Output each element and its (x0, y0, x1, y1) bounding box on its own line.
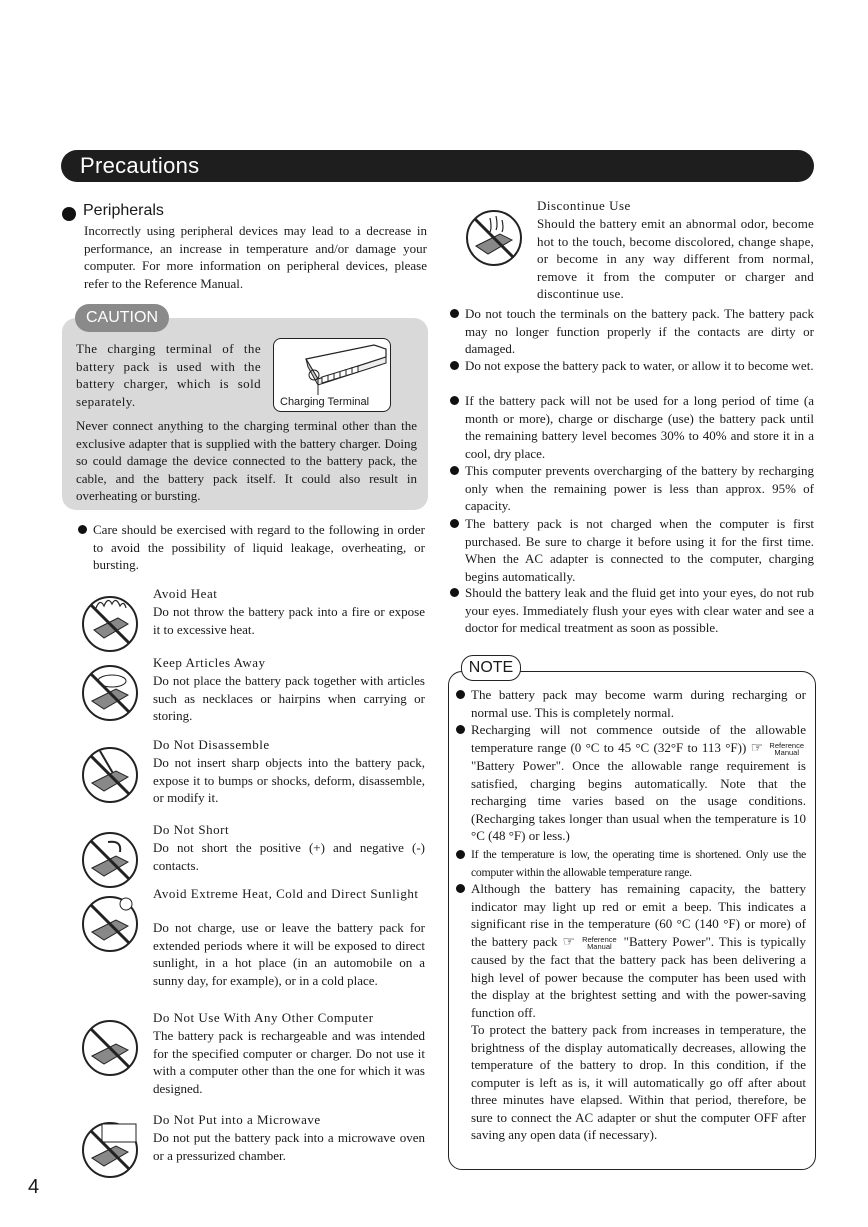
ref-bottom: Manual (587, 941, 612, 951)
bullet-icon (450, 519, 459, 528)
note-bullet-list (456, 686, 806, 1164)
symbol-text: The battery pack is rechargeable and was intended for the specified computer or charger. Do not use it with a computer other than the one for which it was designed. (153, 1028, 425, 1096)
symbol-text: Do not throw the battery pack into a fire or expose it to excessive heat. (153, 604, 425, 637)
caution-text-1: The charging terminal of the battery pack is used with the battery charger, which is sold separately. (76, 341, 261, 409)
symbol-item (80, 655, 425, 727)
no-leak-icon (464, 208, 524, 268)
ref-bottom: Manual (774, 747, 800, 757)
symbol-item (80, 737, 425, 809)
symbol-item (80, 586, 425, 646)
caution-text-2: Never connect anything to the charging terminal other than the exclusive adapter that is supplied with the battery charger. Doing so could damage the device connected to the battery pack, the cable, and the battery pack itself. It could also result in overheating or bursting. (76, 418, 417, 503)
symbol-heading: Avoid Extreme Heat, Cold and Direct Sunlight (153, 886, 419, 901)
bullet-icon (456, 725, 465, 734)
note-label: NOTE (461, 655, 521, 681)
bullet-icon (450, 309, 459, 318)
list-item-text: The battery pack may become warm during recharging or normal use. This is completely normal. (471, 687, 806, 720)
peripherals-heading: Peripherals (83, 202, 164, 219)
battery-terminal-icon (274, 339, 390, 395)
list-item-text: Do not expose the battery pack to water, or allow it to become wet. (465, 358, 814, 373)
caution-label: CAUTION (75, 304, 169, 332)
list-item-text: If the battery pack will not be used for a long period of time (a month or more), charge or discharge (use) the battery pack until the remaining battery level becomes 30% to 40% and store it in a cool, dry place. (465, 393, 814, 461)
bullet-icon (456, 850, 465, 859)
no-sun-icon (80, 894, 140, 954)
symbol-heading: Do Not Short (153, 822, 230, 837)
care-bullet (78, 521, 425, 575)
note-b4-para2: To protect the battery pack from increases in temperature, the brightness of the display automatically decreases, allowing the temperature of the battery to drop. In this condition, if the computer is left as is, it will automatically go off after about three minutes have elapsed. Within that period, therefore, be sure to connect the AC adapter or shut the computer OFF after saving any open data (if necessary). (471, 1022, 806, 1142)
reference-manual-icon (769, 742, 804, 756)
symbol-text: Do not charge, use or leave the battery pack for extended periods where it will be exposed to direct sunlight, in a hot place (in an automobile on a sunny day, for example), or in a cold place. (153, 920, 425, 988)
list-item-text (471, 880, 806, 1021)
bullet-icon (456, 884, 465, 893)
no-metal-objects-icon (80, 663, 140, 723)
bullet-icon (450, 361, 459, 370)
symbol-item (80, 1112, 425, 1176)
symbol-item (80, 1010, 425, 1100)
list-item-text: The battery pack is not charged when the computer is first purchased. Be sure to charge it before using it for the first time. When the AC adapter is connected to the computer, charging begins automatically. (465, 516, 814, 584)
no-short-icon (80, 830, 140, 890)
pointing-hand-icon: ☞ (750, 740, 764, 756)
bullet-icon (450, 396, 459, 405)
care-text: Care should be exercised with regard to the following in order to avoid the possibility of liquid leakage, overheating, or bursting. (93, 522, 425, 572)
bullet-icon (450, 466, 459, 475)
bullet-icon (450, 588, 459, 597)
no-disassemble-icon (80, 745, 140, 805)
note-b4-pre: Although the battery has remaining capacity, the battery indicator may light up red or emit a beep. This indicates a significant rise in the temperature (60 °C (140 °F) or more) of the battery pack (471, 881, 806, 949)
bullet-icon (456, 690, 465, 699)
peripherals-text: Incorrectly using peripheral devices may lead to a decrease in performance, an increase in temperature and/or damage your computer. For more information on peripheral devices, please refer to the Reference Manual. (84, 223, 427, 291)
symbol-text: Do not insert sharp objects into the battery pack, expose it to bumps or shocks, deform, disassemble, or modify it. (153, 755, 425, 805)
discontinue-text: Should the battery emit an abnormal odor, become hot to the touch, become discolored, change shape, or become in any way different from normal, remove it from the computer or charger and discontinue use. (537, 216, 814, 301)
reference-manual-icon (582, 936, 617, 950)
symbol-text: Do not short the positive (+) and negative (-) contacts. (153, 840, 425, 873)
symbol-text: Do not put the battery pack into a microwave oven or a pressurized chamber. (153, 1130, 425, 1163)
page-title: Precautions (80, 153, 200, 178)
list-item-text: If the temperature is low, the operating time is shortened. Only use the computer within the allowable temperature range. (471, 847, 806, 879)
page-number: 4 (28, 1176, 40, 1198)
symbol-heading: Do Not Put into a Microwave (153, 1112, 321, 1127)
charging-terminal-label: Charging Terminal (280, 396, 370, 408)
note-b2-post: "Battery Power". Once the allowable range requirement is satisfied, charging begins automatically. Note that the recharging time varies based on the usage conditions. (Recharging takes longer than usual when the temperature is 10 °C (48 °F) or less.) (471, 758, 806, 843)
no-microwave-icon (80, 1120, 140, 1180)
charging-terminal-figure (273, 338, 391, 412)
list-item-text: Do not touch the terminals on the battery pack. The battery pack may no longer function properly if the contacts are dirty or damaged. (465, 306, 814, 356)
right-bullet-list (450, 305, 814, 650)
section-bullet-icon (62, 207, 76, 221)
section-title-bar (61, 150, 814, 182)
symbol-item (80, 886, 425, 990)
note-b2-pre: Recharging will not commence outside of the allowable temperature range (0 °C to 45 °C (32°F to 113 °F)) (471, 722, 806, 755)
discontinue-heading: Discontinue Use (537, 198, 631, 213)
pointing-hand-icon: ☞ (562, 934, 576, 950)
list-item-text (471, 721, 806, 845)
symbol-text: Do not place the battery pack together with articles such as necklaces or hairpins when carrying or storing. (153, 673, 425, 723)
symbol-item (80, 822, 425, 878)
symbol-heading: Keep Articles Away (153, 655, 266, 670)
ref-top: Reference (582, 934, 617, 944)
no-other-computer-icon (80, 1018, 140, 1078)
bullet-icon (78, 525, 87, 534)
list-item-text: This computer prevents overcharging of the battery by recharging only when the remaining power is less than approx. 95% of capacity. (465, 463, 814, 513)
note-b4-post: "Battery Power". This is typically caused by the fact that the battery pack has been delivering a high level of power because the computer has been used with the display at the brightest setting and with the power-saving function off. (471, 933, 807, 1020)
symbol-heading: Do Not Disassemble (153, 737, 270, 752)
no-fire-icon (80, 594, 140, 654)
symbol-heading: Avoid Heat (153, 586, 218, 601)
symbol-heading: Do Not Use With Any Other Computer (153, 1010, 374, 1025)
discontinue-item (464, 198, 814, 302)
ref-top: Reference (769, 740, 805, 750)
list-item-text: Should the battery leak and the fluid get into your eyes, do not rub your eyes. Immediately flush your eyes with clear water and see a doctor for medical treatment as soon as possible. (465, 585, 814, 635)
